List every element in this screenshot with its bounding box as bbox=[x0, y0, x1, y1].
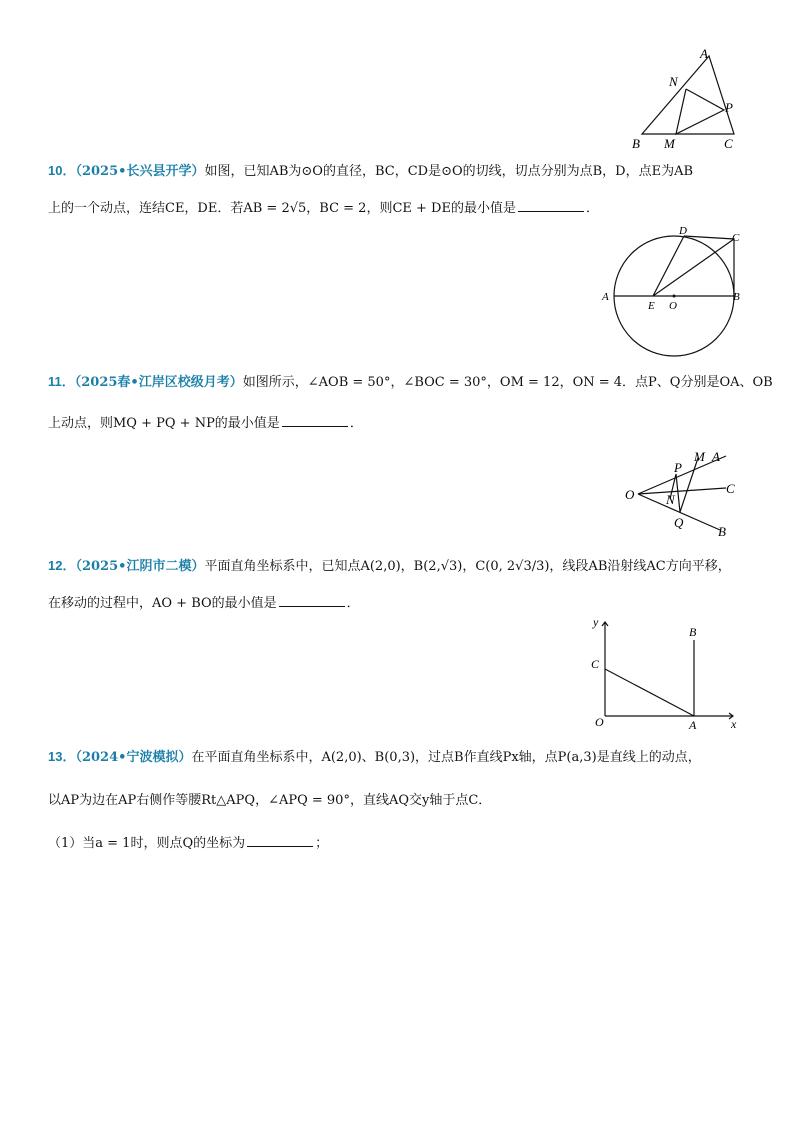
fig2-label-e: E bbox=[648, 300, 655, 312]
problem-12-text2: 在移动的过程中，AO + BO的最小值是 bbox=[48, 596, 277, 611]
fig1-label-p: P bbox=[725, 100, 733, 115]
problem-12-line2 bbox=[48, 592, 360, 611]
problem-13-line1 bbox=[48, 746, 701, 765]
problem-13-line2 bbox=[48, 789, 491, 808]
fig1-label-n: N bbox=[669, 74, 678, 89]
fig3-label-o: O bbox=[625, 487, 635, 502]
fig3-label-q: Q bbox=[674, 515, 684, 530]
figure-angle-rays bbox=[622, 444, 752, 542]
problem-10-text2: 上的一个动点，连结CE，DE．若AB = 2√5，BC = 2，则CE + DE的最小值是 bbox=[48, 201, 516, 216]
problem-13-source: （2024•宁波模拟） bbox=[75, 750, 192, 765]
fig3-label-p: P bbox=[674, 460, 682, 475]
problem-13-number: 13． bbox=[48, 749, 76, 764]
fig4-label-y: y bbox=[593, 615, 599, 629]
problem-10-text1: 如图，已知AB为⊙O的直径，BC，CD是⊙O的切线，切点分别为点B，D，点E为AB bbox=[204, 164, 694, 179]
fig1-label-b: B bbox=[632, 136, 640, 151]
problem-11-text2: 上动点，则MQ + PQ + NP的最小值是 bbox=[48, 416, 280, 431]
problem-12-end: ． bbox=[346, 596, 360, 611]
problem-12-source: （2025•江阴市二模） bbox=[75, 559, 205, 574]
problem-13-sub1-end: ； bbox=[315, 836, 329, 851]
problem-12-number: 12． bbox=[48, 558, 76, 573]
problem-11-line2 bbox=[48, 412, 363, 431]
problem-11-end: ． bbox=[349, 416, 363, 431]
fig2-label-a: A bbox=[602, 291, 609, 303]
problem-10-number: 10． bbox=[48, 163, 76, 178]
figure-triangle-nmp bbox=[628, 44, 740, 152]
problem-10-line2 bbox=[48, 197, 599, 216]
fig3-label-n: N bbox=[666, 492, 675, 507]
problem-12-text1: 平面直角坐标系中，已知点A(2,0)，B(2,√3)，C(0, 2√3/3)，线段AB沿射线AC方向平移， bbox=[204, 559, 731, 574]
answer-blank-11[interactable] bbox=[282, 416, 348, 427]
problem-11-text1: 如图所示，∠AOB = 50°，∠BOC = 30°，OM = 12，ON = 4．点P、Q分别是OA、OB bbox=[242, 375, 773, 390]
fig4-label-b: B bbox=[689, 625, 697, 639]
fig4-label-c: C bbox=[591, 657, 600, 671]
problem-10-end: ． bbox=[585, 201, 599, 216]
answer-blank-10[interactable] bbox=[518, 201, 584, 212]
fig2-label-o: O bbox=[669, 300, 677, 312]
fig1-label-m: M bbox=[664, 136, 675, 151]
fig3-label-m: M bbox=[694, 449, 705, 464]
fig3-label-c: C bbox=[726, 481, 735, 496]
fig2-label-d: D bbox=[679, 225, 687, 237]
problem-13-text1: 在平面直角坐标系中，A(2,0)、B(0,3)，过点B作直线Px轴，点P(a,3)是直线上的动点， bbox=[191, 750, 701, 765]
problem-11-number: 11． bbox=[48, 374, 75, 389]
fig3-label-b: B bbox=[718, 524, 726, 539]
fig4-label-o: O bbox=[595, 715, 604, 729]
problem-13-text2: 以AP为边在AP右侧作等腰Rt△APQ，∠APQ = 90°，直线AQ交y轴于点C． bbox=[48, 793, 492, 808]
problem-10-source: （2025•长兴县开学） bbox=[75, 164, 205, 179]
fig1-label-a: A bbox=[700, 46, 708, 61]
answer-blank-12[interactable] bbox=[279, 596, 345, 607]
problem-11-line1 bbox=[48, 371, 773, 390]
problem-13-sub1-text: （1）当a = 1时，则点Q的坐标为 bbox=[48, 836, 246, 851]
fig2-label-c: C bbox=[732, 232, 740, 244]
problem-11-source: （2025春•江岸区校级月考） bbox=[74, 375, 243, 390]
problem-12-line1 bbox=[48, 555, 731, 574]
fig4-label-x: x bbox=[731, 717, 737, 731]
problem-13-sub1 bbox=[48, 832, 328, 851]
fig3-label-a: A bbox=[712, 449, 720, 464]
figure-circle-tangent bbox=[598, 222, 758, 358]
fig1-label-c: C bbox=[724, 136, 733, 151]
fig2-label-b: B bbox=[733, 291, 740, 303]
answer-blank-13-1[interactable] bbox=[247, 836, 313, 847]
figure-coordinate-axes bbox=[588, 612, 748, 734]
problem-10-line1 bbox=[48, 160, 693, 179]
fig4-label-a: A bbox=[689, 718, 697, 732]
